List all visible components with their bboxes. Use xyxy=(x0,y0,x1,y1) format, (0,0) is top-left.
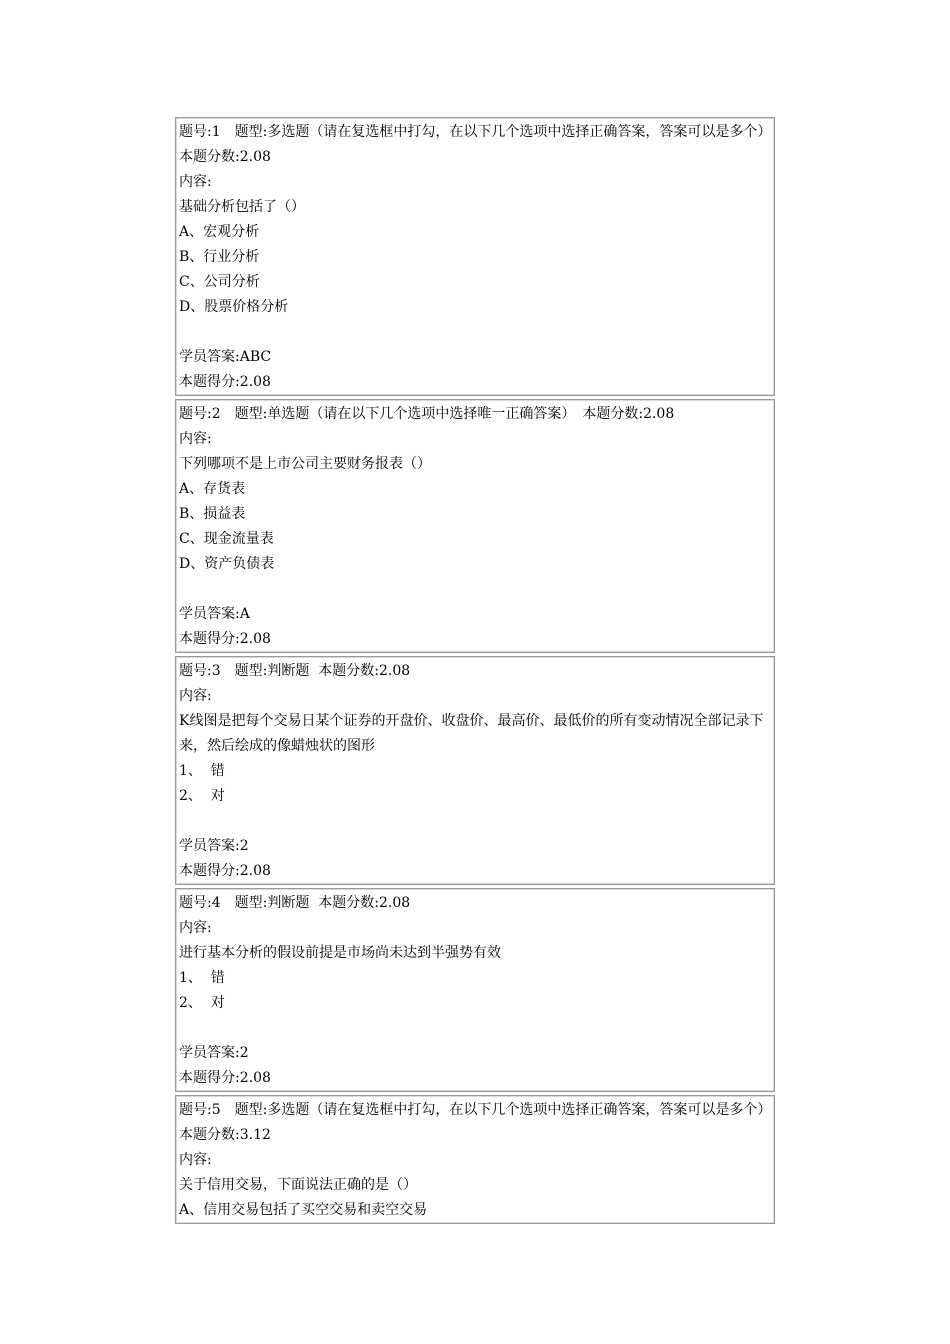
option-2: 2、 对 xyxy=(179,995,225,1011)
question-score: 本题得分:2.08 xyxy=(179,374,271,390)
student-answer: 学员答案:A xyxy=(179,606,250,622)
option-1: 1、 错 xyxy=(179,970,225,986)
option-d: D、资产负债表 xyxy=(179,556,275,572)
option-a: A、宏观分析 xyxy=(179,224,260,240)
question-3 xyxy=(175,656,775,885)
question-content: 基础分析包括了（） xyxy=(179,199,305,215)
question-content: 关于信用交易，下面说法正确的是（） xyxy=(179,1177,417,1193)
question-header: 题号:4 题型:判断题 本题分数:2.08 xyxy=(179,895,411,911)
content-label: 内容: xyxy=(179,431,212,447)
question-content: 下列哪项不是上市公司主要财务报表（） xyxy=(179,456,431,472)
question-1 xyxy=(175,117,779,396)
question-score: 本题得分:2.08 xyxy=(179,1070,271,1086)
question-content: K线图是把每个交易日某个证券的开盘价、收盘价、最高价、最低价的所有变动情况全部记录下来，然后绘成的像蜡烛状的图形 xyxy=(179,713,764,754)
option-b: B、损益表 xyxy=(179,506,246,522)
content-label: 内容: xyxy=(179,688,212,704)
student-answer: 学员答案:2 xyxy=(179,838,249,854)
student-answer: 学员答案:2 xyxy=(179,1045,249,1061)
question-score: 本题得分:2.08 xyxy=(179,631,271,647)
option-a: A、存货表 xyxy=(179,481,246,497)
question-header: 题号:5 题型:多选题（请在复选框中打勾，在以下几个选项中选择正确答案，答案可以是多个） 本题分数:3.12 xyxy=(179,1102,779,1143)
option-d: D、股票价格分析 xyxy=(179,299,289,315)
content-label: 内容: xyxy=(179,174,212,190)
spacer xyxy=(179,1016,771,1041)
question-header: 题号:2 题型:单选题（请在以下几个选项中选择唯一正确答案） 本题分数:2.08 xyxy=(179,406,675,422)
option-a: A、信用交易包括了买空交易和卖空交易 xyxy=(179,1202,428,1218)
question-header: 题号:3 题型:判断题 本题分数:2.08 xyxy=(179,663,411,679)
spacer xyxy=(179,809,771,834)
question-header: 题号:1 题型:多选题（请在复选框中打勾，在以下几个选项中选择正确答案，答案可以是多个） 本题分数:2.08 xyxy=(179,124,779,165)
spacer xyxy=(179,577,771,602)
option-c: C、公司分析 xyxy=(179,274,260,290)
question-5 xyxy=(175,1095,779,1224)
student-answer: 学员答案:ABC xyxy=(179,349,272,365)
question-4 xyxy=(175,888,775,1092)
question-content: 进行基本分析的假设前提是市场尚未达到半强势有效 xyxy=(179,945,501,961)
content-label: 内容: xyxy=(179,920,212,936)
option-b: B、行业分析 xyxy=(179,249,260,265)
option-1: 1、 错 xyxy=(179,763,225,779)
spacer xyxy=(179,320,771,345)
question-score: 本题得分:2.08 xyxy=(179,863,271,879)
question-list xyxy=(175,117,779,1227)
option-c: C、现金流量表 xyxy=(179,531,274,547)
content-label: 内容: xyxy=(179,1152,212,1168)
option-2: 2、 对 xyxy=(179,788,225,804)
question-2 xyxy=(175,399,775,653)
